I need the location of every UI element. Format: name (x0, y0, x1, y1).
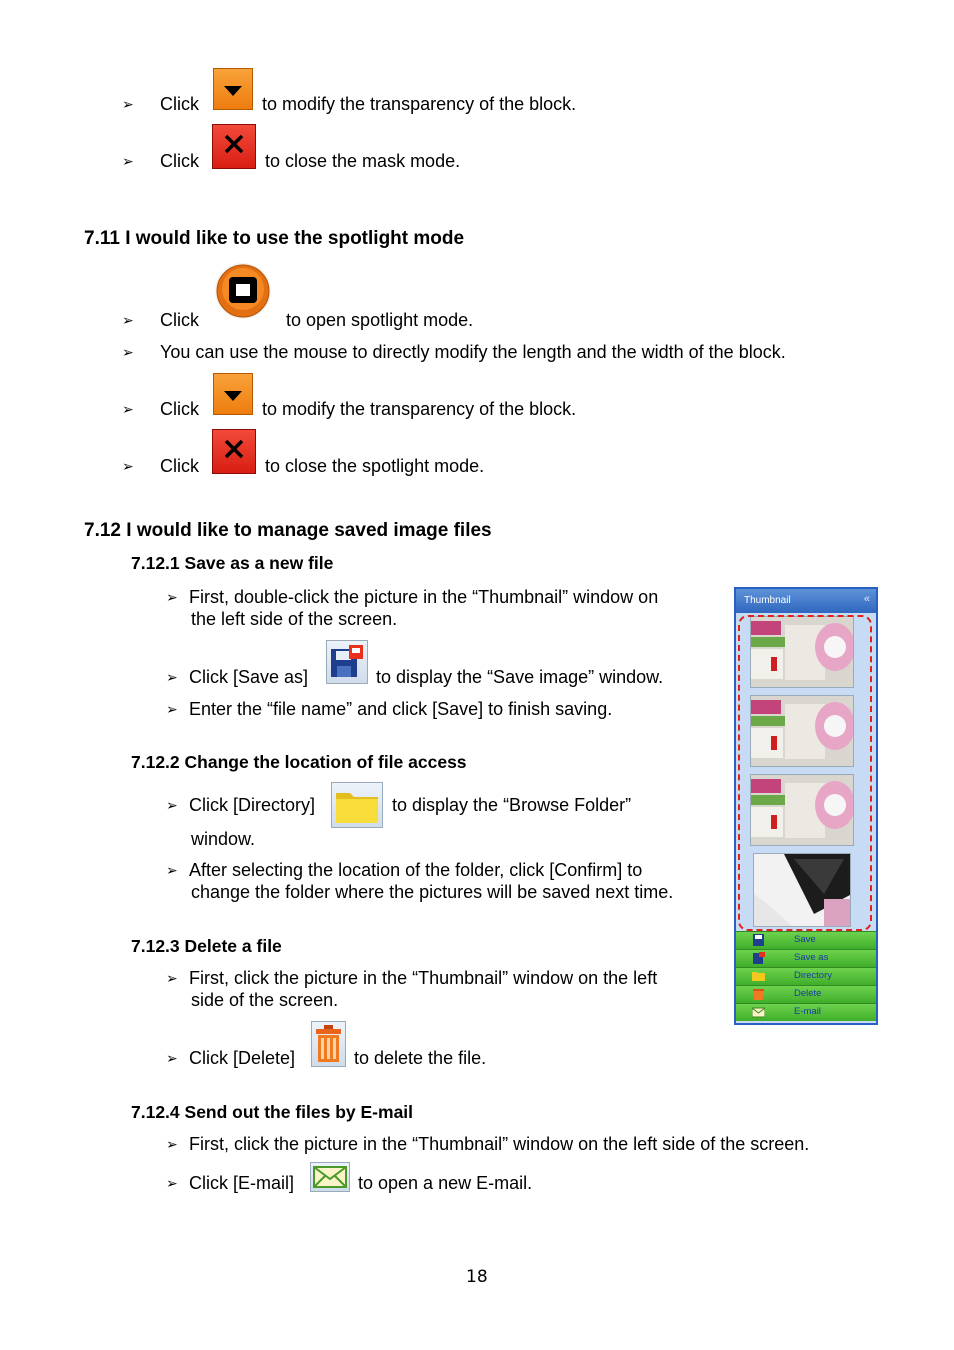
bullet: ➢ (166, 1050, 178, 1066)
section-heading-7-11: 7.11 I would like to use the spotlight mode (84, 228, 465, 249)
item-text: to open a new E-mail. (358, 1173, 533, 1193)
menu-label: Delete (794, 988, 822, 999)
item-prefix: Click (160, 456, 199, 476)
bullet: ➢ (166, 862, 178, 878)
item-text: You can use the mouse to directly modify the length and the width of the block. (160, 342, 786, 362)
close-x-icon[interactable] (212, 124, 256, 169)
selection-frame (738, 615, 872, 931)
spotlight-icon[interactable] (213, 262, 275, 324)
item-prefix: Click (160, 399, 199, 419)
dropdown-arrow-icon[interactable] (213, 373, 253, 415)
page-number: 18 (466, 1267, 488, 1287)
save-as-icon (752, 952, 765, 964)
item-text: First, click the picture in the “Thumbnail” window on the left (189, 968, 658, 988)
subsection-heading-7-12-3: 7.12.3 Delete a file (131, 936, 282, 956)
section-heading-7-12: 7.12 I would like to manage saved image files (84, 520, 492, 541)
folder-icon[interactable] (331, 782, 383, 828)
bullet: ➢ (166, 669, 178, 685)
item-text: After selecting the location of the folder, click [Confirm] to (189, 860, 643, 880)
bullet: ➢ (166, 701, 178, 717)
bullet: ➢ (122, 401, 134, 417)
bullet: ➢ (122, 96, 134, 112)
bullet: ➢ (122, 312, 134, 328)
item-text: to delete the file. (354, 1048, 487, 1068)
save-as-icon[interactable] (326, 640, 368, 684)
bullet: ➢ (166, 797, 178, 813)
trash-can-icon[interactable] (311, 1021, 346, 1067)
bullet: ➢ (122, 344, 134, 360)
item-text: to open spotlight mode. (286, 310, 474, 330)
item-prefix: Click (160, 310, 199, 330)
collapse-icon[interactable]: « (863, 593, 870, 605)
item-text: to modify the transparency of the block. (262, 94, 577, 114)
menu-label: Directory (794, 970, 833, 981)
bullet: ➢ (166, 1136, 178, 1152)
subsection-heading-7-12-1: 7.12.1 Save as a new file (131, 553, 334, 573)
thumbnail-panel-title: Thumbnail (744, 595, 791, 606)
item-text-cont: the left side of the screen. (191, 609, 398, 629)
menu-item-email[interactable] (736, 1003, 876, 1021)
item-text: Enter the “file name” and click [Save] to finish saving. (189, 699, 613, 719)
envelope-icon[interactable] (310, 1162, 350, 1192)
bullet: ➢ (166, 1175, 178, 1191)
item-prefix: Click [Directory] (189, 795, 316, 815)
item-prefix: Click [E-mail] (189, 1173, 295, 1193)
menu-label: E-mail (794, 1006, 821, 1017)
thumbnail-panel-titlebar (736, 589, 876, 613)
item-text-cont: side of the screen. (191, 990, 339, 1010)
bullet: ➢ (122, 458, 134, 474)
item-prefix: Click (160, 151, 199, 171)
bullet: ➢ (166, 970, 178, 986)
item-text-cont: change the folder where the pictures will be saved next time. (191, 882, 674, 902)
menu-item-directory[interactable] (736, 967, 876, 985)
subsection-heading-7-12-2: 7.12.2 Change the location of file access (131, 752, 467, 772)
item-text: First, click the picture in the “Thumbnail” window on the left side of the screen. (189, 1134, 810, 1154)
bullet: ➢ (122, 153, 134, 169)
folder-icon (752, 970, 765, 982)
menu-item-save[interactable] (736, 931, 876, 949)
floppy-disk-icon (752, 934, 765, 946)
close-x-icon[interactable] (212, 429, 256, 474)
menu-item-delete[interactable] (736, 985, 876, 1003)
dropdown-arrow-icon[interactable] (213, 68, 253, 110)
menu-label: Save (794, 934, 816, 945)
item-text: to display the “Save image” window. (376, 667, 664, 687)
subsection-heading-7-12-4: 7.12.4 Send out the files by E-mail (131, 1102, 414, 1122)
bullet: ➢ (166, 589, 178, 605)
item-text: to modify the transparency of the block. (262, 399, 577, 419)
menu-item-save-as[interactable] (736, 949, 876, 967)
item-prefix: Click [Delete] (189, 1048, 296, 1068)
thumbnail-panel (734, 587, 878, 1025)
item-prefix: Click (160, 94, 199, 114)
item-text-cont: window. (191, 829, 256, 849)
item-prefix: Click [Save as] (189, 667, 309, 687)
item-text: to close the mask mode. (265, 151, 461, 171)
item-text: to display the “Browse Folder” (392, 795, 632, 815)
trash-can-icon (752, 988, 765, 1000)
envelope-icon (752, 1006, 765, 1018)
item-text: to close the spotlight mode. (265, 456, 485, 476)
menu-label: Save as (794, 952, 829, 963)
item-text: First, double-click the picture in the “Thumbnail” window on (189, 587, 659, 607)
